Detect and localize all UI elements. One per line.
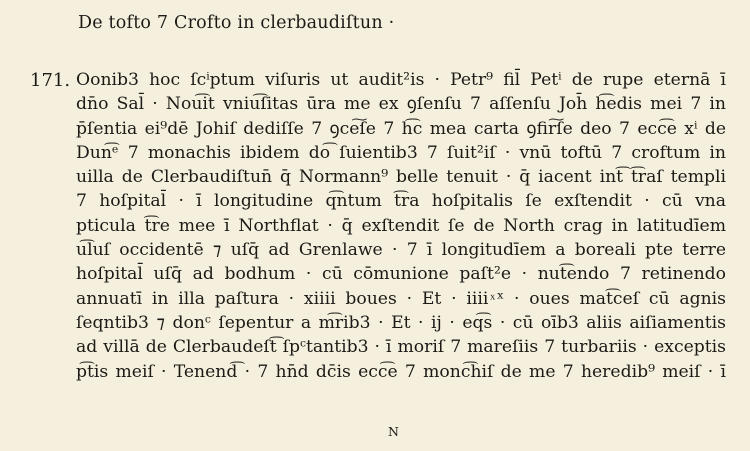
text-line: hoſpital̄ uſq̄ ad bodhum · cū cōmunione paſt²e · nut͡endo 7 retinendo	[76, 264, 726, 285]
document-heading: De tofto 7 Crofto in clerbaudiſtun ·	[78, 13, 395, 33]
text-line: u͡luſ occidentē ⁊ uſq̄ ad Grenlawe · 7 ī longitudīem a boreali pte terre	[76, 240, 726, 261]
text-line: Dun͡ᵉ 7 monachis ibidem do͡ ſuientib3 7 ſuit²iſ · vnū toftū 7 croftum in	[76, 142, 726, 163]
text-line: dn̄o Sal̄ · Nou͡it vniu͡ſitas ūra me ex ꝯſenſu 7 aſſenſu Joh̄ h͡edis mei 7 in	[76, 94, 726, 115]
text-line: pticula t͡re mee ī Northflat · q̄ exſtendit ſe de North crag in latitudīem	[76, 215, 726, 236]
entry-number: 171.	[30, 70, 71, 91]
text-line: ſeqntib3 ⁊ donᶜ ſepentur a m͡rib3 · Et · ij · eq͡s · cū oīb3 aliis aiſiamentis	[76, 312, 726, 333]
text-line: p͡tis meiſ · Tenend͡ · 7 hn̄d dc̄is ecc͡e 7 monc͡hiſ de me 7 heredib⁹ meiſ · ī	[76, 361, 726, 382]
text-line: p̄ſentia ei⁹dē Johiſ dediſſe 7 ꝯce͠ſe 7 h͡c mea carta ꝯfir͠ſe deo 7 ecc͡e xⁱ de	[76, 118, 726, 139]
charter-text	[76, 68, 726, 384]
text-line: 7 hoſpital̄ · ī longitudine q͡ntum t͡ra hoſpitalis ſe exſtendit · cū vna	[76, 191, 726, 212]
text-line: Oonib3 hoc ſcⁱptum viſuris ut audit²is · Petr⁹ fil̄ Petⁱ de rupe eternā ī	[76, 70, 726, 90]
text-line: uilla de Clerbaudiſtun̄ q̄ Normann⁹ belle tenuit · q̄ iacent int͡ t͡raſ templi	[76, 167, 726, 188]
text-line: annuatī in illa paſtura · xiiii boues · Et · iiii ͯˣ · oues mat͡ceſ cū agnis	[76, 288, 726, 309]
signature-mark: N	[388, 424, 399, 439]
text-line: ad villā de Clerbaudeſt͡ ſpᶜtantib3 · ī moriſ 7 mareſiis 7 turbariis · exceptis	[76, 337, 726, 358]
